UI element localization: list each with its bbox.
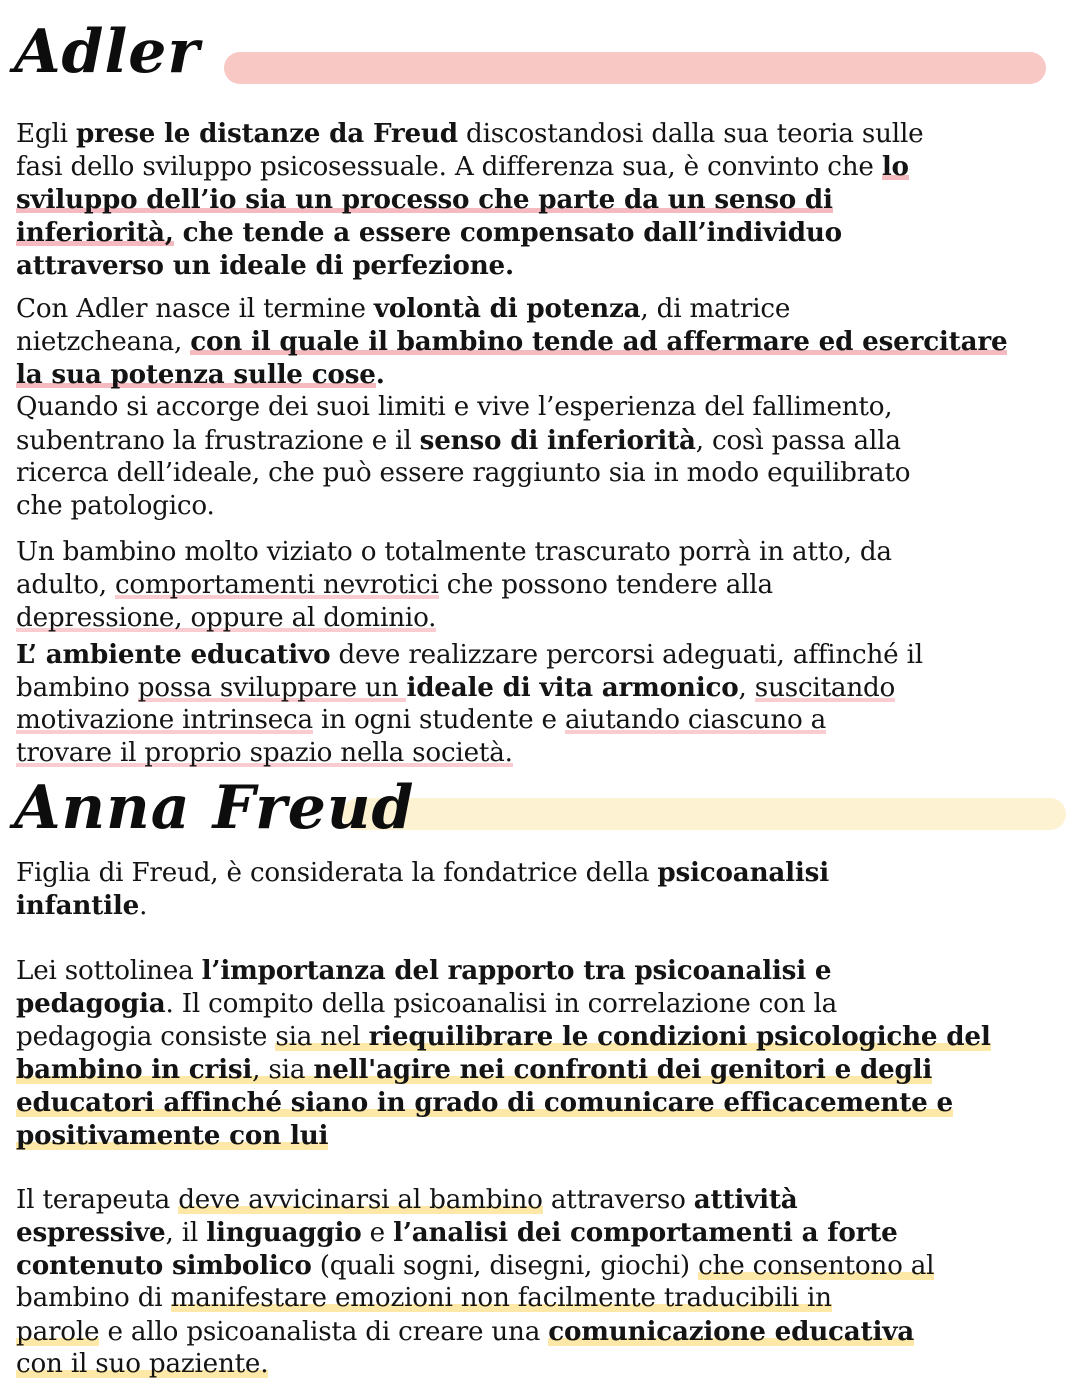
highlighted-text: , sia [252,1055,314,1085]
text: che patologico. [16,491,215,521]
text-line [16,325,1066,358]
bold-text: . [375,359,385,390]
text-line [16,1183,1066,1216]
text: . [139,891,148,921]
bold-text: contenuto simbolico [16,1250,312,1281]
highlighted-text: sia nel [275,1022,369,1052]
highlighted-text: con il suo paziente. [16,1349,269,1379]
text-line [16,1119,1066,1152]
bold-text: psicoanalisi [657,857,829,888]
highlighted-text: parole [16,1317,100,1347]
bold-text: l’analisi dei comportamenti a forte [393,1217,898,1248]
text-line [16,292,1066,325]
text: Quando si accorge dei suoi limiti e vive l’esperienza del fallimento, [16,392,893,422]
text-line [16,704,1066,737]
text-line [16,536,1066,569]
bold-text: attraverso un ideale di perfezione. [16,250,514,281]
text: Un bambino molto viziato o totalmente trascurato porrà in atto, da [16,537,892,567]
adler-section-header [14,17,201,87]
adler-title-highlight-bar [224,52,1046,84]
text-line [16,737,1066,770]
bold-text: pedagogia [16,988,166,1019]
text: , di matrice [640,294,791,324]
bold-text: L’ ambiente educativo [16,639,331,670]
adler-paragraph-3 [16,536,1066,635]
text-line [16,1315,1066,1348]
text: , così passa alla [695,426,901,456]
anna-freud-section-header [14,773,415,843]
bold-text: che tende a essere compensato dall’individuo [173,217,842,248]
highlighted-bold-text: sviluppo dell’io sia un processo che parte da un senso di [16,184,833,215]
highlighted-bold-text: riequilibrare le condizioni psicologiche del [368,1021,991,1052]
text-line [16,1086,1066,1119]
text: . Il compito della psicoanalisi in correlazione con la [165,989,838,1019]
text: deve realizzare percorsi adeguati, affinché il [330,640,923,670]
text: nietzcheana, [16,327,191,357]
anna-freud-title-highlight-bar [342,798,1066,830]
text: subentrano la frustrazione e il [16,426,420,456]
highlighted-bold-text: nell'agire nei confronti dei genitori e degli [313,1054,933,1085]
anna-paragraph-2 [16,954,1066,1152]
text: Lei sottolinea [16,956,202,986]
text: Il terapeuta [16,1185,179,1215]
text: discostandosi dalla sua teoria sulle [457,119,924,149]
text: Con Adler nasce il termine [16,294,374,324]
text-line [16,602,1066,635]
adler-paragraph-1 [16,117,1066,282]
text-line [16,1020,1066,1053]
text-line [16,391,1066,424]
highlighted-text: deve avvicinarsi al bambino [178,1185,543,1215]
bold-text: prese le distanze da Freud [75,118,458,149]
bold-text: volontà di potenza [373,293,641,324]
adler-paragraph-2 [16,292,1066,523]
highlighted-text: trovare il proprio spazio nella società. [16,738,513,768]
text-line [16,150,1066,183]
text-line [16,1053,1066,1086]
bold-text: linguaggio [206,1217,362,1248]
text-line [16,954,1066,987]
highlighted-bold-text: comunicazione educativa [548,1316,914,1347]
text-line [16,216,1066,249]
text: ricerca dell’ideale, che può essere raggiunto sia in modo equilibrato [16,458,911,488]
text-line [16,1348,1066,1381]
text-line [16,358,1066,391]
highlighted-bold-text: lo [881,151,909,182]
text-line [16,671,1066,704]
text: pedagogia consiste [16,1022,276,1052]
text: fasi dello sviluppo psicosessuale. A differenza sua, è convinto che [16,152,882,182]
highlighted-bold-text: con il quale il bambino tende ad affermare ed esercitare [190,326,1008,357]
text-line [16,856,1066,889]
bold-text: l’importanza del rapporto tra psicoanalisi e [201,955,832,986]
anna-paragraph-3 [16,1183,1066,1381]
highlighted-text: depressione, oppure al dominio. [16,603,437,633]
highlighted-text: comportamenti nevrotici [114,570,439,600]
text: e [361,1218,394,1248]
highlighted-text: aiutando ciascuno a [564,705,827,735]
text-line [16,987,1066,1020]
bold-text: ideale di vita armonico [406,672,739,703]
text: Figlia di Freud, è considerata la fondatrice della [16,858,658,888]
text: in ogni studente e [312,705,565,735]
text: , il [165,1218,207,1248]
bold-text: espressive [16,1217,166,1248]
adler-paragraph-4 [16,638,1066,770]
text: adulto, [16,570,115,600]
highlighted-bold-text: inferiorità, [16,217,174,248]
text: e allo psicoanalista di creare una [99,1317,549,1347]
highlighted-text: suscitando [754,673,896,703]
highlighted-bold-text: bambino in crisi [16,1054,253,1085]
text: che possono tendere alla [438,570,773,600]
anna-freud-title: Anna Freud [14,773,415,843]
text: (quali sogni, disegni, giochi) [311,1251,699,1281]
highlighted-text: motivazione intrinseca [16,705,313,735]
highlighted-text: possa sviluppare un [137,673,407,703]
highlighted-bold-text: educatori affinché siano in grado di comunicare efficacemente e [16,1087,953,1118]
adler-title: Adler [14,17,201,87]
text: Egli [16,119,76,149]
text-line [16,638,1066,671]
bold-text: attività [693,1184,798,1215]
text-line [16,424,1066,457]
text-line [16,490,1066,523]
text-line [16,1249,1066,1282]
text-line [16,183,1066,216]
highlighted-bold-text: positivamente con lui [16,1120,329,1151]
text-line [16,117,1066,150]
bold-text: senso di inferiorità [419,425,696,456]
highlighted-bold-text: la sua potenza sulle cose [16,359,376,390]
text-line [16,1282,1066,1315]
text: bambino [16,673,138,703]
text: bambino di [16,1283,171,1313]
bold-text: infantile [16,890,140,921]
text-line [16,889,1066,922]
anna-paragraph-1 [16,856,1066,922]
text: , [738,673,755,703]
highlighted-text: che consentono al [698,1251,935,1281]
text-line [16,457,1066,490]
highlighted-text: manifestare emozioni non facilmente traducibili in [170,1283,832,1313]
text-line [16,569,1066,602]
text-line [16,1216,1066,1249]
text: attraverso [542,1185,694,1215]
text-line [16,249,1066,282]
